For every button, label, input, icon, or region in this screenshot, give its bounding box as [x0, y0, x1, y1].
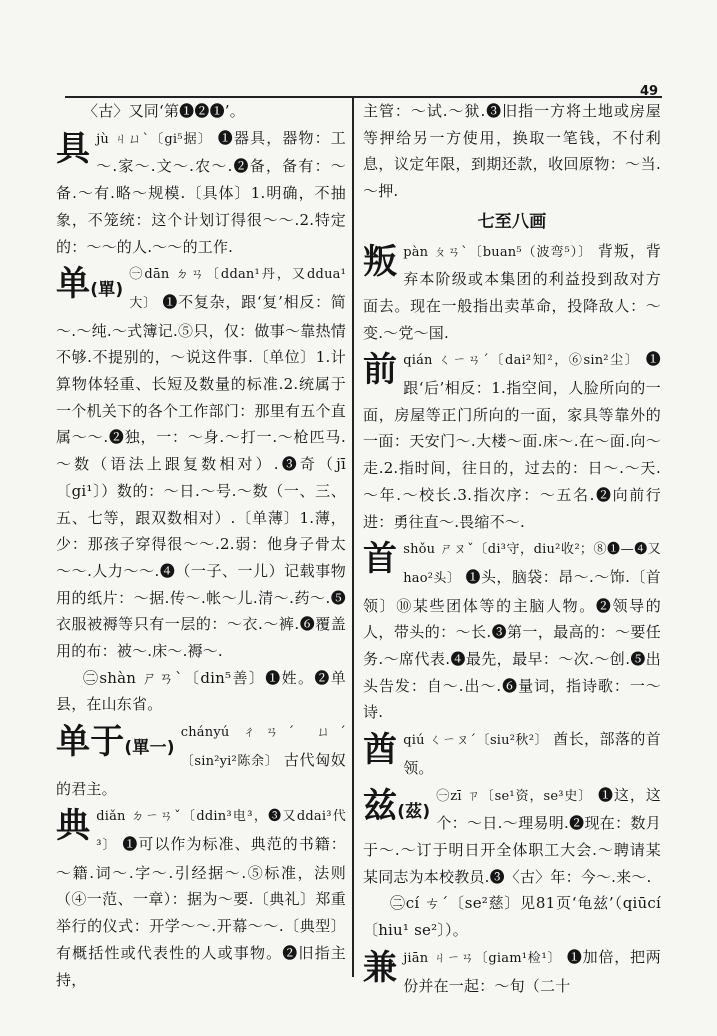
section-heading: 七至八画 — [477, 211, 547, 232]
entry-qiu — [363, 726, 661, 781]
entry-headword: 酋 — [363, 730, 398, 771]
entry-definition: ㊁cí ㄘˊ〔se²慈〕见81页‘龟兹’（qiūcí〔hiu¹ se²〕）。 — [363, 894, 661, 940]
entry-ju — [56, 125, 346, 261]
entry-headword: 兼 — [363, 947, 398, 988]
entry-dian — [56, 802, 346, 993]
entry-headword: 兹(茲) — [363, 785, 431, 826]
entry-shou — [363, 535, 661, 726]
column-divider — [352, 97, 354, 977]
entry-jian — [363, 944, 661, 999]
entry-pronunciation: qiú ㄑㄧㄡˊ〔siu²秋²〕 — [403, 733, 548, 749]
entry-definition: ❶跟‘后’相反：1.指空间，人脸所向的一面，房屋等正门所向的一面，家具等靠外的一面：天安门～.大楼～面.床～.在～面.向～走.2.指时间，往日的，过去的：日～.～天.～年.～校长.3.指次序：～五名.❷向前行进：勇往直～.畏缩不～. — [363, 350, 661, 531]
entry-pronunciation: diǎn ㄉㄧㄢˇ〔ddin³电³，❸又ddai³代³〕 — [96, 809, 346, 853]
entry-pronunciation: jù ㄐㄩˋ〔gi⁵据〕 — [96, 131, 212, 147]
entry-headword: 具 — [56, 128, 91, 169]
entry-definition: ❶这，这个：～日.～理易明.❷现在：数月于～.～订于明日开全体职工大会.～聘请某某同志为本校教员.❸〈古〉年：今～.来～. — [363, 785, 661, 886]
entry-headword: 单(單) — [56, 264, 124, 305]
intro-line: 〈古〉又同‘第❶❷❶’。 — [83, 102, 245, 120]
entry-shan — [56, 665, 346, 718]
entry-headword: 前 — [363, 350, 398, 391]
entry-headword: 首 — [363, 539, 398, 580]
page-number: 49 — [640, 84, 659, 99]
entry-pronunciation: chányú ㄔㄢˊ ㄩˊ〔sin²yi²陈余〕 — [180, 725, 346, 769]
entry-definition: ❶加倍，把两份并在一起：～旬（二十 — [403, 947, 662, 995]
entry-pronunciation: qián ㄑㄧㄢˊ〔dai²知²，⑥sin²尘〕 — [403, 353, 640, 369]
entry-definition: 古代匈奴的君主。 — [56, 750, 347, 798]
entry-pan — [363, 238, 661, 347]
entry-definition: ❶不复杂，跟‘复’相反：简～.～纯.～式簿记.⑤只，仅：做事～靠热情不够.不提别的，～说这件事.〔单位〕1.计算物体轻重、长短及数量的标准.2.统属于一个机关下的各个工作部门：那里有五个直属～～.❷独，一：～身.～打一.～枪匹马.～数（语法上跟复数相对）.❸奇（jī〔gi¹〕）数的：～日.～号.～数（一、三、五、七等，跟双数相对）.〔单薄〕1.薄，少：那孩子穿得很～～.2.弱：他身子骨太～～.人力～～.❹（一子、一儿）记载事物用的纸片：～据.传～.帐～儿.清～.药～.❺衣服被褥等只有一层的：～衣.～裤.❻覆盖用的布：被～.床～.褥～. — [56, 292, 347, 661]
entry-definition: ❶可以作为标准、典范的书籍：～籍.词～.字～.引经据～.⑤标准，法则（④一范、一章）：据为～要.〔典礼〕郑重举行的仪式：开学～～.开幕～～.〔典型〕有概括性或代表性的人或事物。❷旧指主持， — [56, 834, 346, 989]
entry-pronunciation: pàn ㄆㄢˋ〔buan⁵（波弯⁵）〕 — [403, 244, 593, 260]
entry-definition: ㊁shàn ㄕㄢˋ〔din⁵善〕❶姓。❷单县，在山东省。 — [56, 668, 346, 714]
entry-definition: 背叛，背弃本阶级或本集团的利益投到敌对方面去。现在一般指出卖革命，投降敌人：～变.～党～国. — [363, 241, 661, 342]
entry-headword: 单于(單一) — [56, 722, 175, 763]
right-column — [363, 98, 661, 999]
entry-dan — [56, 260, 346, 665]
entry-headword: 叛 — [363, 241, 398, 282]
entry-definition: 酋长，部落的首领。 — [403, 730, 662, 777]
left-column — [56, 98, 346, 993]
entry-ci — [363, 890, 661, 943]
entry-pronunciation: ㊀zī ㄗ〔se¹资，se³史〕 — [436, 788, 593, 804]
entry-pronunciation: jiān ㄐㄧㄢ〔giam¹检¹〕 — [403, 950, 562, 966]
entry-pronunciation: shǒu ㄕㄡˇ〔di³守，diu²收²；⑧❶—❹又hao²头〕 — [403, 542, 661, 586]
continuation-text: 主管：～试.～狱.❸旧指一方将土地或房屋等押给另一方使用，换取一笔钱，不付利息，议定年限，到期还款，收回原物：～当.～押. — [363, 102, 661, 201]
entry-zi — [363, 782, 661, 891]
entry-definition: ❶器具，器物：工～.家～.文～.农～.❷备，备有：～备.～有.略～规模.〔具体〕1.明确，不抽象，不笼统：这个计划订得很～～.2.特定的：～～的人.～～的工作. — [56, 128, 346, 256]
entry-headword: 典 — [56, 806, 91, 847]
entry-qian — [363, 346, 661, 535]
entry-definition: ❶头，脑袋：昂～.～饰.〔首领〕⑩某些团体等的主脑人物。❷领导的人，带头的：～长.❸第一，最高的：～要任务.～席代表.❹最先，最早：～次.～创.❺出头告发：自～.出～.❻量词，指诗歌：一～诗. — [363, 567, 661, 722]
entry-chanyu — [56, 718, 346, 802]
entry-pronunciation: ㊀dān ㄉㄢ〔ddan¹丹，又ddua¹大〕 — [129, 267, 346, 311]
